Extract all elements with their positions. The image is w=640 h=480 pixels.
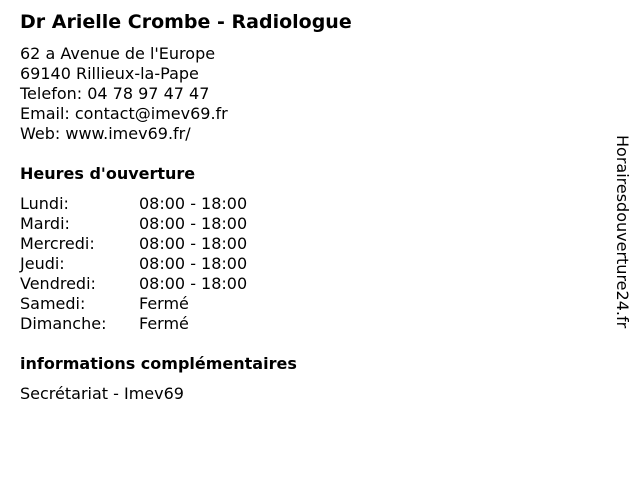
address-city: 69140 Rillieux-la-Pape [20,64,199,83]
website: Web: www.imev69.fr/ [20,124,191,143]
day-label: Vendredi: [20,274,96,293]
email-address: Email: contact@imev69.fr [20,104,228,123]
hours-value: 08:00 - 18:00 [139,214,248,233]
day-label: Jeudi: [20,254,65,273]
watermark-text: Horairesdouverture24.fr [613,135,632,329]
contact-block [20,44,228,144]
day-label: Samedi: [20,294,86,313]
hours-value: 08:00 - 18:00 [139,274,248,293]
hours-heading: Heures d'ouverture [20,164,196,183]
hours-row-thursday [20,254,247,274]
hours-row-tuesday [20,214,247,234]
hours-row-sunday [20,314,247,334]
hours-value: Fermé [139,294,189,313]
hours-row-saturday [20,294,247,314]
address-street: 62 a Avenue de l'Europe [20,44,216,63]
hours-table [20,194,247,334]
hours-value: Fermé [139,314,189,333]
phone-number: Telefon: 04 78 97 47 47 [20,84,210,103]
day-label: Mercredi: [20,234,95,253]
hours-value: 08:00 - 18:00 [139,194,248,213]
day-label: Lundi: [20,194,69,213]
page-title: Dr Arielle Crombe - Radiologue [20,11,352,33]
hours-row-friday [20,274,247,294]
day-label: Mardi: [20,214,70,233]
hours-value: 08:00 - 18:00 [139,234,248,253]
day-label: Dimanche: [20,314,107,333]
hours-row-monday [20,194,247,214]
info-text: Secrétariat - Imev69 [20,384,184,403]
hours-row-wednesday [20,234,247,254]
info-heading: informations complémentaires [20,354,297,373]
hours-value: 08:00 - 18:00 [139,254,248,273]
